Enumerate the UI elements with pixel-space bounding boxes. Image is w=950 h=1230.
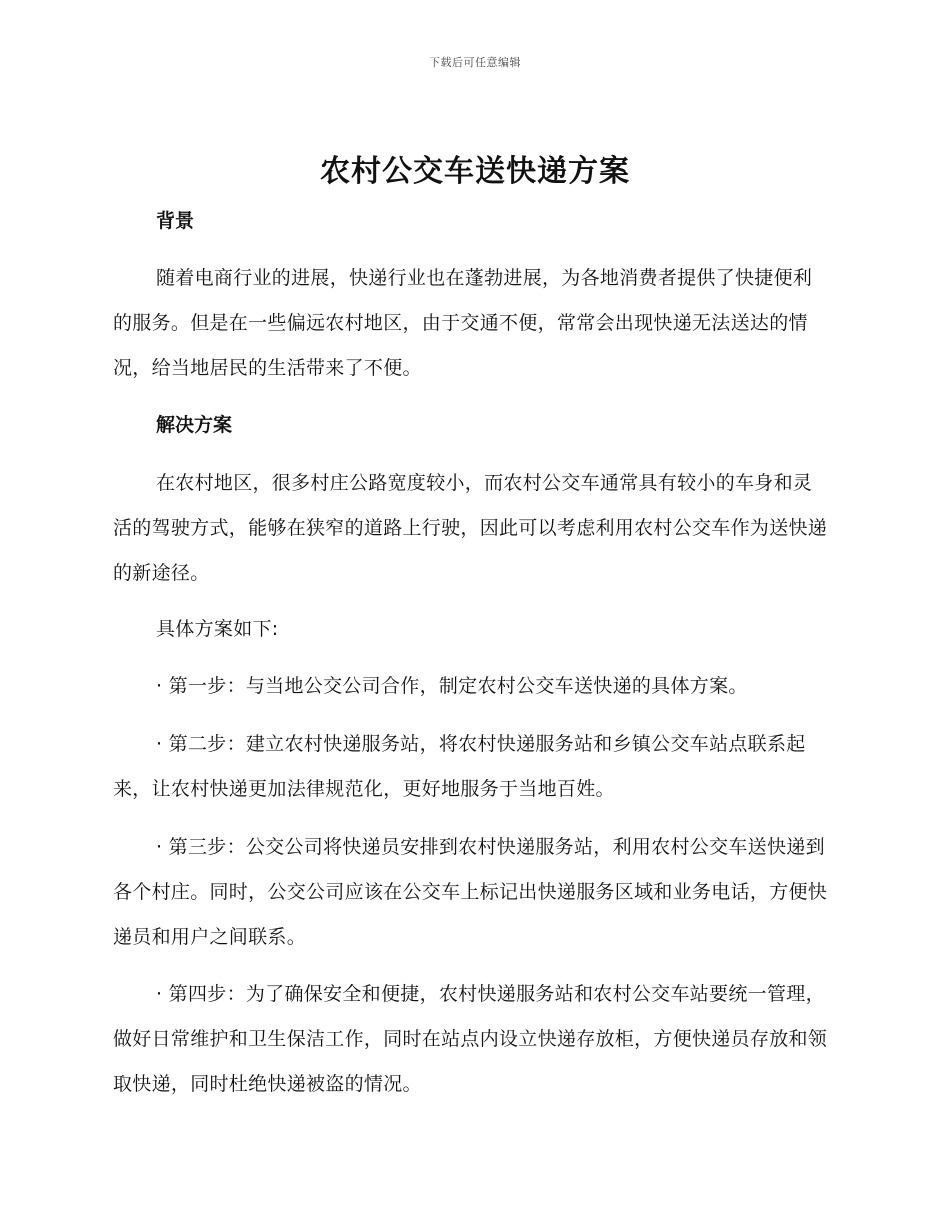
- background-paragraph: 随着电商行业的进展，快递行业也在蓬勃进展，为各地消费者提供了快捷便利的服务。但是在一些偏远农村地区，由于交通不便，常常会出现快递无法送达的情况，给当地居民的生活带来了不便。: [113, 267, 813, 379]
- step-item-3: · 第三步：公交公司将快递员安排到农村快递服务站，利用农村公交车送快递到各个村庄。同时，公交公司应该在公交车上标记出快递服务区域和业务电话，方便快递员和用户之间联系。: [113, 836, 828, 948]
- document-title: 农村公交车送快递方案: [320, 154, 630, 189]
- step-item-1: · 第一步：与当地公交公司合作，制定农村公交车送快递的具体方案。: [156, 675, 748, 697]
- step-item-4: · 第四步：为了确保安全和便捷，农村快递服务站和农村公交车站要统一管理，做好日常维护和卫生保洁工作，同时在站点内设立快递存放柜，方便快递员存放和领取快递，同时杜绝快递被盗的情况。: [113, 983, 828, 1095]
- solution-paragraph: 在农村地区，很多村庄公路宽度较小，而农村公交车通常具有较小的车身和灵活的驾驶方式，能够在狭窄的道路上行驶，因此可以考虑利用农村公交车作为送快递的新途径。: [113, 472, 828, 584]
- steps-intro: 具体方案如下:: [156, 618, 279, 640]
- header-note: 下载后可任意编辑: [429, 56, 521, 69]
- section-heading-solution: 解决方案: [156, 414, 233, 436]
- section-heading-background: 背景: [156, 210, 195, 232]
- step-item-2: · 第二步：建立农村快递服务站，将农村快递服务站和乡镇公交车站点联系起来，让农村快递更加法律规范化，更好地服务于当地百姓。: [113, 733, 806, 800]
